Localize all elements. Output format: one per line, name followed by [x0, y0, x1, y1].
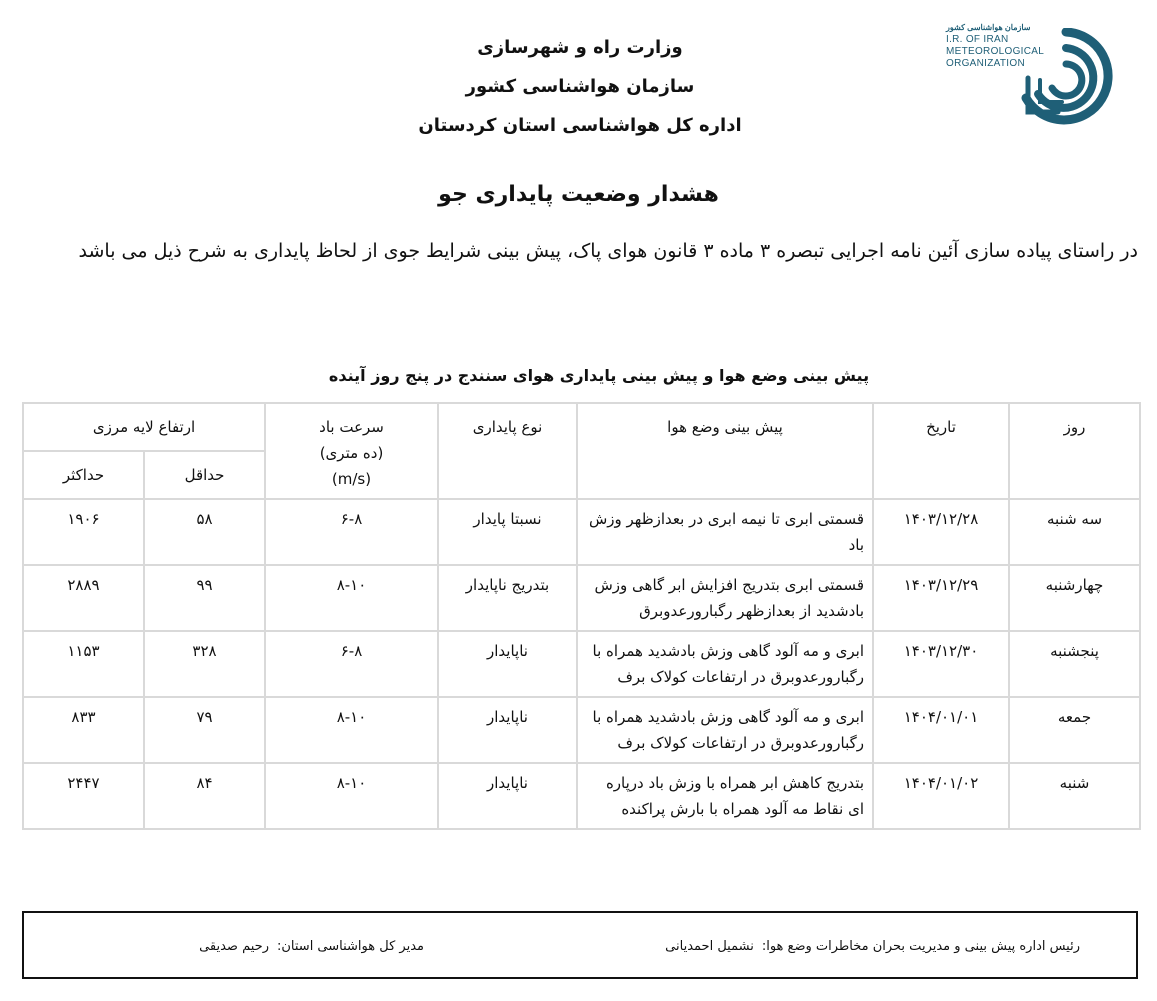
header-wind-sub: (ده متری) [319, 444, 384, 462]
cell-day: پنجشنبه [1009, 631, 1140, 697]
header-max: حداکثر [23, 451, 144, 499]
meteorological-organization-logo [946, 22, 1116, 152]
cell-wind: ۶-۸ [265, 499, 438, 565]
cell-wind: ۸-۱۰ [265, 763, 438, 829]
header-forecast: پیش بینی وضع هوا [577, 403, 873, 499]
header-boundary: ارتفاع لایه مرزی [23, 403, 265, 451]
cell-min: ۵۸ [144, 499, 265, 565]
table-caption [22, 366, 1140, 385]
ministry-name: وزارت راه و شهرسازی [477, 37, 683, 58]
cell-max: ۲۸۸۹ [23, 565, 144, 631]
director-general-title: مدیر کل هواشناسی استان: [276, 939, 424, 954]
cell-stability: ناپایدار [438, 763, 577, 829]
cell-wind: ۶-۸ [265, 631, 438, 697]
table-row [23, 697, 1140, 763]
cell-wind: ۸-۱۰ [265, 697, 438, 763]
cell-max: ۸۳۳ [23, 697, 144, 763]
header-stability: نوع پایداری [438, 403, 577, 499]
forecast-head-name: نشمیل احمدیانی [665, 939, 754, 954]
table-header-row [23, 403, 1140, 451]
logo-text-fa: سازمان هواشناسی کشور [946, 23, 1031, 32]
table-caption-text: پیش بینی وضع هوا و پیش بینی پایداری هوای سنندج در پنج روز آینده [328, 366, 870, 385]
header-wind-unit: (m/s) [331, 470, 372, 488]
cell-date: ۱۴۰۴/۰۱/۰۱ [873, 697, 1009, 763]
cell-stability: بتدریج ناپایدار [438, 565, 577, 631]
cell-min: ۷۹ [144, 697, 265, 763]
cell-forecast: قسمتی ابری بتدریج افزایش ابر گاهی وزش بادشدید از بعدازظهر رگبارورعدوبرق [577, 565, 873, 631]
cell-max: ۱۱۵۳ [23, 631, 144, 697]
director-general-name: رحیم صدیقی [199, 939, 269, 954]
department-name: اداره کل هواشناسی استان کردستان [418, 115, 742, 136]
cell-date: ۱۴۰۳/۱۲/۲۸ [873, 499, 1009, 565]
cell-day: سه شنبه [1009, 499, 1140, 565]
cell-forecast: بتدریج کاهش ابر همراه با وزش باد درپاره ای نقاط مه آلود همراه با بارش پراکنده [577, 763, 873, 829]
cell-stability: نسبتا پایدار [438, 499, 577, 565]
table-row [23, 631, 1140, 697]
cell-max: ۱۹۰۶ [23, 499, 144, 565]
organization-header [380, 28, 780, 145]
cell-day: شنبه [1009, 763, 1140, 829]
cell-date: ۱۴۰۳/۱۲/۳۰ [873, 631, 1009, 697]
cell-day: چهارشنبه [1009, 565, 1140, 631]
signature-box [22, 911, 1138, 979]
forecast-head-title: رئیس اداره پیش بینی و مدیریت بحران مخاطرات وضع هوا: [761, 939, 1080, 954]
director-general-signature [199, 939, 424, 954]
cell-max: ۲۴۴۷ [23, 763, 144, 829]
intro-paragraph: در راستای پیاده سازی آئین نامه اجرایی تبصره ۳ ماده ۳ قانون هوای پاک، پیش بینی شرایط جوی از لحاظ پایداری به شرح ذیل می باشد [78, 240, 1138, 262]
organization-name: سازمان هواشناسی کشور [465, 76, 695, 97]
warning-title: هشدار وضعیت پایداری جو [438, 182, 719, 207]
cell-forecast: قسمتی ابری تا نیمه ابری در بعدازظهر وزش باد [577, 499, 873, 565]
cell-min: ۹۹ [144, 565, 265, 631]
header-date: تاریخ [873, 403, 1009, 499]
cell-stability: ناپایدار [438, 697, 577, 763]
cell-forecast: ابری و مه آلود گاهی وزش بادشدید همراه با رگبارورعدوبرق در ارتفاعات کولاک برف [577, 697, 873, 763]
cell-wind: ۸-۱۰ [265, 565, 438, 631]
forecast-head-signature [665, 939, 1080, 954]
table-row [23, 499, 1140, 565]
header-wind-label: سرعت باد [319, 418, 384, 436]
cell-day: جمعه [1009, 697, 1140, 763]
cell-date: ۱۴۰۳/۱۲/۲۹ [873, 565, 1009, 631]
cell-min: ۳۲۸ [144, 631, 265, 697]
table-row [23, 565, 1140, 631]
logo-text-en-3: ORGANIZATION [946, 58, 1025, 69]
table-row [23, 763, 1140, 829]
cell-stability: ناپایدار [438, 631, 577, 697]
spiral-logo-icon [1018, 28, 1114, 146]
cell-date: ۱۴۰۴/۰۱/۰۲ [873, 763, 1009, 829]
header-day: روز [1009, 403, 1140, 499]
header-min: حداقل [144, 451, 265, 499]
logo-text-en-1: I.R. OF IRAN [946, 34, 1009, 45]
forecast-table [22, 402, 1141, 830]
cell-min: ۸۴ [144, 763, 265, 829]
cell-forecast: ابری و مه آلود گاهی وزش بادشدید همراه با رگبارورعدوبرق در ارتفاعات کولاک برف [577, 631, 873, 697]
header-wind [265, 403, 438, 499]
logo-text-en-2: METEOROLOGICAL [946, 46, 1045, 57]
